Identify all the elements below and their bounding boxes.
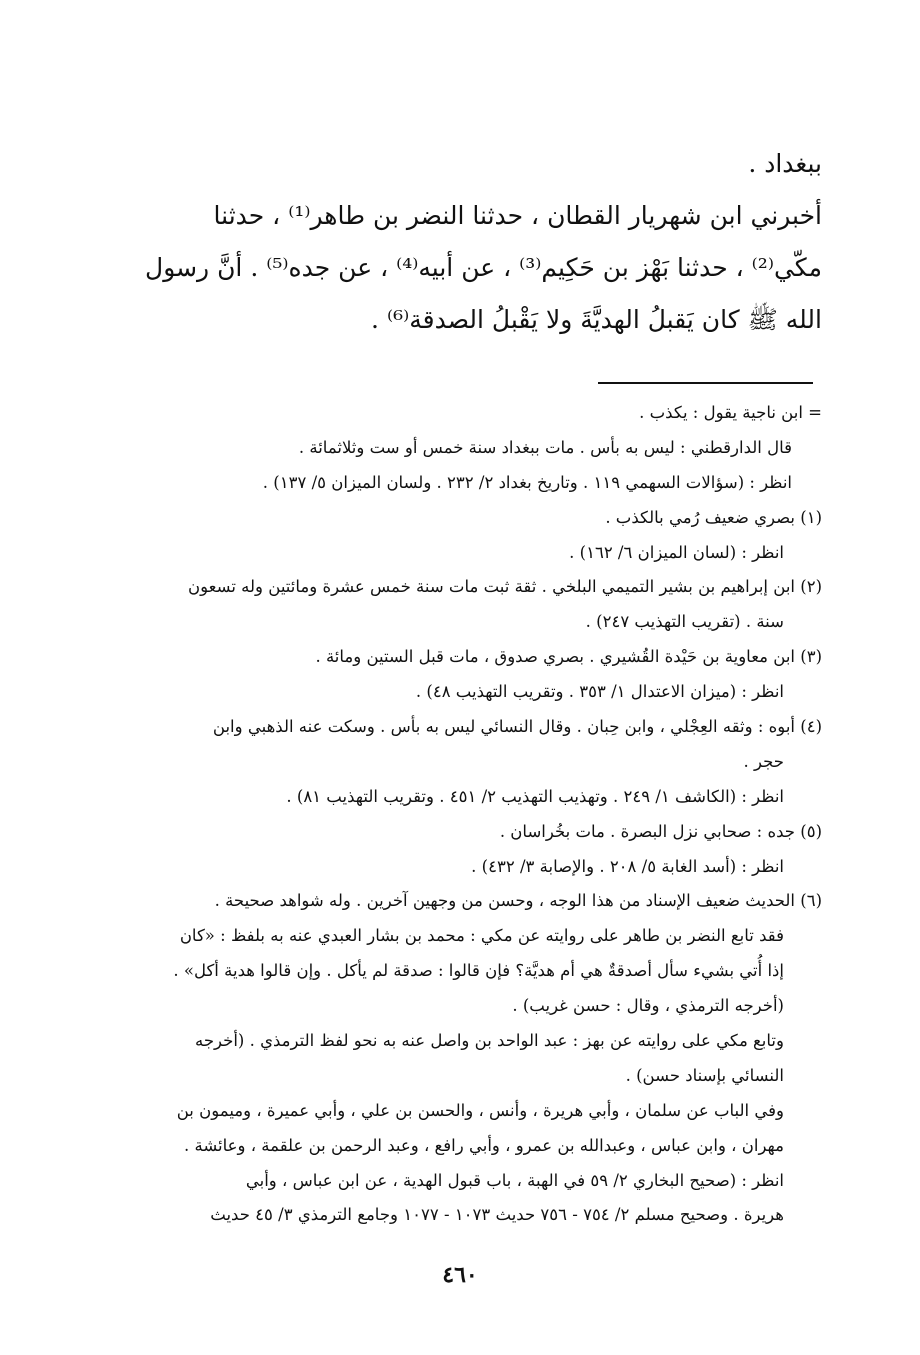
main-text — [100, 138, 822, 346]
footnote-line: = ابن ناجية يقول : يكذب . — [639, 403, 822, 422]
footnote-line: انظر : (أسد الغابة ٥/ ٢٠٨ . والإصابة ٣/ ٤٣٢) . — [471, 856, 784, 876]
footnote-line: إذا أُتي بشيء سأل أصدقةٌ هي أم هديَّة؟ فإن قالوا : صدقة لم يأكل . وإن قالوا هدية أكل» . — [173, 961, 784, 981]
footnote-line: (٦) الحديث ضعيف الإسناد من هذا الوجه ، وحسن من وجهين آخرين . وله شواهد صحيحة . — [214, 891, 822, 911]
footnote-line: انظر : (لسان الميزان ٦/ ١٦٢) . — [569, 542, 784, 562]
footnote-line: وفي الباب عن سلمان ، وأبي هريرة ، وأنس ، والحسن بن علي ، وأبي عميرة ، وميمون بن — [176, 1100, 784, 1120]
footnote-line: مهران ، وابن عباس ، وعبدالله بن عمرو ، وأبي رافع ، وعبد الرحمن بن علقمة ، وعائشة . — [184, 1135, 784, 1155]
page-number: ٤٦٠ — [442, 1262, 478, 1288]
main-text-line: مكّي⁽²⁾ ، حدثنا بَهْز بن حَكِيم⁽³⁾ ، عن أبيه⁽⁴⁾ ، عن جده⁽⁵⁾ . أنَّ رسول — [145, 253, 822, 282]
footnote-line: سنة . (تقريب التهذيب ٢٤٧) . — [585, 612, 784, 632]
footnote-line: (أخرجه الترمذي ، وقال : حسن غريب) . — [512, 996, 784, 1016]
footnote-line: (٢) ابن إبراهيم بن بشير التميمي البلخي . ثقة ثبت مات سنة خمس عشرة ومائتين وله تسعون — [188, 577, 822, 597]
main-text-line: الله ﷺ كان يَقبلُ الهديَّةَ ولا يَقْبلُ الصدقة⁽⁶⁾ . — [371, 305, 822, 334]
footnote-divider — [598, 382, 813, 384]
footnote-line: فقد تابع النضر بن طاهر على روايته عن مكي : محمد بن بشار العبدي عنه به بلفظ : «كان — [179, 926, 784, 946]
main-text-line: ببغداد . — [748, 149, 822, 178]
footnote-line: (٥) جده : صحابي نزل البصرة . مات بخُراسان . — [499, 821, 822, 841]
footnote-line: (٣) ابن معاوية بن حَيْدة القُشيري . بصري صدوق ، مات قبل الستين ومائة . — [315, 647, 822, 667]
footnote-line: (١) بصري ضعيف رُمي بالكذب . — [605, 507, 822, 527]
footnote-line: هريرة . وصحيح مسلم ٢/ ٧٥٤ - ٧٥٦ حديث ١٠٧٣ - ١٠٧٧ وجامع الترمذي ٣/ ٤٥ حديث — [210, 1205, 784, 1225]
footnotes — [100, 396, 822, 1233]
footnote-line: قال الدارقطني : ليس به بأس . مات ببغداد سنة خمس أو ست وثلاثمائة . — [298, 437, 792, 457]
footnote-line: وتابع مكي على روايته عن بهز : عبد الواحد بن واصل عنه به نحو لفظ الترمذي . (أخرجه — [194, 1031, 784, 1051]
footnote-line: انظر : (الكاشف ١/ ٢٤٩ . وتهذيب التهذيب ٢/ ٤٥١ . وتقريب التهذيب ٨١) . — [286, 786, 784, 806]
footnote-line: النسائي بإسناد حسن) . — [625, 1065, 784, 1085]
footnote-line: انظر : (ميزان الاعتدال ١/ ٣٥٣ . وتقريب التهذيب ٤٨) . — [415, 682, 784, 702]
footnote-line: انظر : (صحيح البخاري ٢/ ٥٩ في الهبة ، باب قبول الهدية ، عن ابن عباس ، وأبي — [245, 1170, 784, 1190]
main-text-line: أخبرني ابن شهريار القطان ، حدثنا النضر بن طاهر⁽¹⁾ ، حدثنا — [213, 201, 822, 230]
footnote-line: انظر : (سؤالات السهمي ١١٩ . وتاريخ بغداد ٢/ ٢٣٢ . ولسان الميزان ٥/ ١٣٧) . — [262, 472, 792, 492]
footnote-line: (٤) أبوه : وثقه العِجْلي ، وابن حِبان . وقال النسائي ليس به بأس . وسكت عنه الذهبي وابن — [212, 717, 822, 737]
footnote-line: حجر . — [743, 751, 784, 771]
